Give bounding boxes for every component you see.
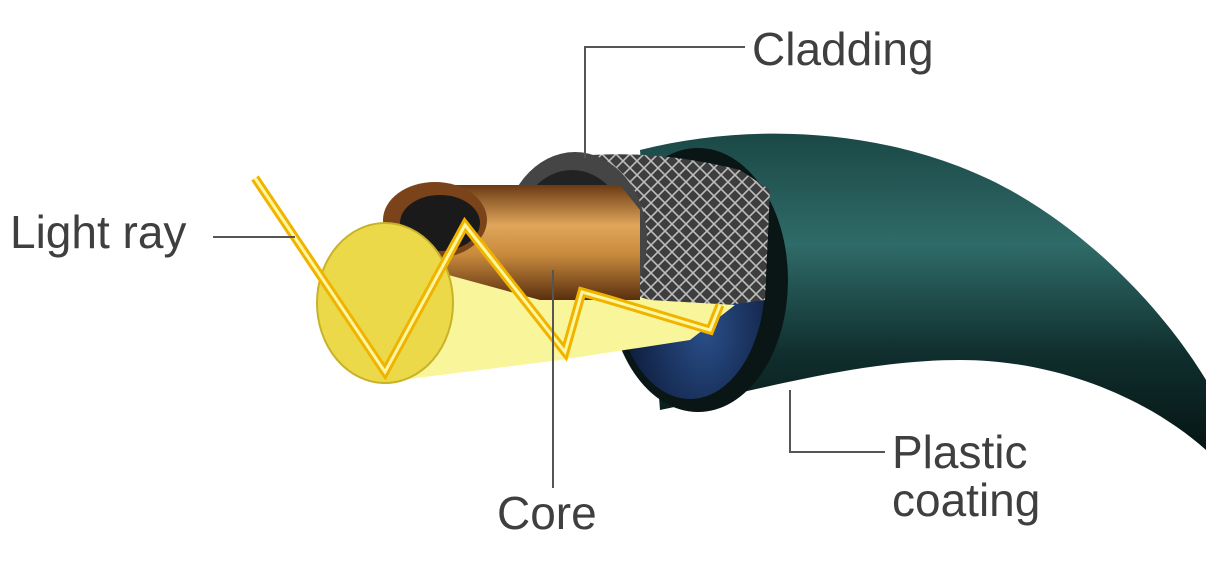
plastic-coating-label-line2: coating	[892, 474, 1041, 527]
cladding-label: Cladding	[752, 23, 934, 75]
plastic-coating-leader-line	[790, 390, 885, 452]
light-ray-label: Light ray	[10, 206, 187, 258]
plastic-coating-label	[892, 428, 1040, 525]
core-label: Core	[497, 487, 597, 539]
plastic-coating-label-line1: Plastic	[892, 426, 1028, 478]
